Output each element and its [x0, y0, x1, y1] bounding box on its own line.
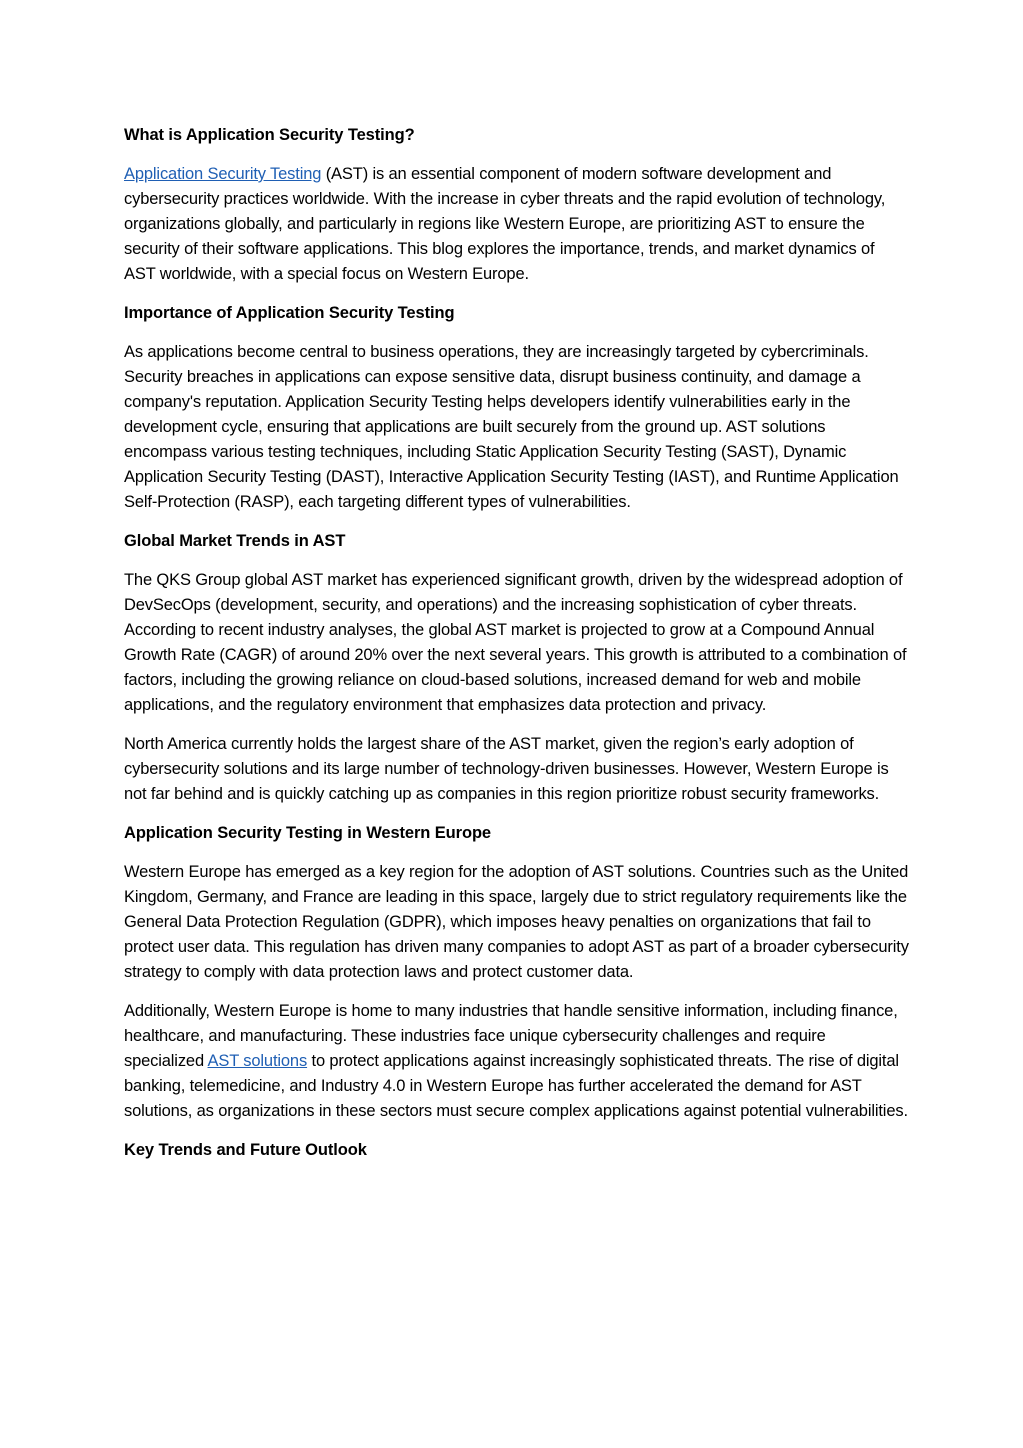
heading-what-is-ast: What is Application Security Testing?	[124, 126, 415, 144]
heading-global-trends: Global Market Trends in AST	[124, 532, 346, 550]
paragraph-north-america: North America currently holds the largest share of the AST market, given the region’s early adoption of cybersecurity solutions and its large number of technology-driven businesses. However, Western Europe is not far behind and is quickly catching up as companies in this region prioritize robust security frameworks.	[124, 735, 889, 803]
paragraph-intro	[124, 162, 909, 287]
paragraph-importance: As applications become central to business operations, they are increasingly targeted by cybercriminals. Security breaches in applications can expose sensitive data, disrupt business continuity, and damage a company's reputation. Application Security Testing helps developers identify vulnerabilities early in the development cycle, ensuring that applications are built securely from the ground up. AST solutions encompass various testing techniques, including Static Application Security Testing (SAST), Dynamic Application Security Testing (DAST), Interactive Application Security Testing (IAST), and Runtime Application Self-Protection (RASP), each targeting different types of vulnerabilities.	[124, 343, 899, 511]
heading-western-europe: Application Security Testing in Western Europe	[124, 824, 492, 842]
paragraph-global-trends: The QKS Group global AST market has experienced significant growth, driven by the widespread adoption of DevSecOps (development, security, and operations) and the increasing sophistication of cyber threats. According to recent industry analyses, the global AST market is projected to grow at a Compound Annual Growth Rate (CAGR) of around 20% over the next several years. This growth is attributed to a combination of factors, including the growing reliance on cloud-based solutions, increased demand for web and mobile applications, and the regulatory environment that emphasizes data protection and privacy.	[124, 571, 907, 714]
paragraph-industries	[124, 999, 909, 1124]
paragraph-industries-before: Additionally, Western Europe is home to many industries that handle sensitive information, including finance, healthcare, and manufacturing. These industries face unique cybersecurity challenges and require specialized	[124, 1002, 898, 1070]
document-page	[124, 123, 909, 1177]
paragraph-western-europe: Western Europe has emerged as a key region for the adoption of AST solutions. Countries such as the United Kingdom, Germany, and France are leading in this space, largely due to strict regulatory requirements like the General Data Protection Regulation (GDPR), which imposes heavy penalties on organizations that fail to protect user data. This regulation has driven many companies to adopt AST as part of a broader cybersecurity strategy to comply with data protection laws and protect customer data.	[124, 863, 909, 981]
paragraph-industries-after: to protect applications against increasingly sophisticated threats. The rise of digital banking, telemedicine, and Industry 4.0 in Western Europe has further accelerated the demand for AST solutions, as organizations in these sectors must secure complex applications against potential vulnerabilities.	[124, 1052, 908, 1120]
link-ast-solutions[interactable]: AST solutions	[207, 1052, 308, 1070]
link-application-security-testing[interactable]: Application Security Testing	[124, 165, 322, 183]
paragraph-intro-text: (AST) is an essential component of modern software development and cybersecurity practices worldwide. With the increase in cyber threats and the rapid evolution of technology, organizations globally, and particularly in regions like Western Europe, are prioritizing AST to ensure the security of their software applications. This blog explores the importance, trends, and market dynamics of AST worldwide, with a special focus on Western Europe.	[124, 165, 886, 283]
heading-importance: Importance of Application Security Testing	[124, 304, 455, 322]
heading-key-trends: Key Trends and Future Outlook	[124, 1141, 367, 1159]
